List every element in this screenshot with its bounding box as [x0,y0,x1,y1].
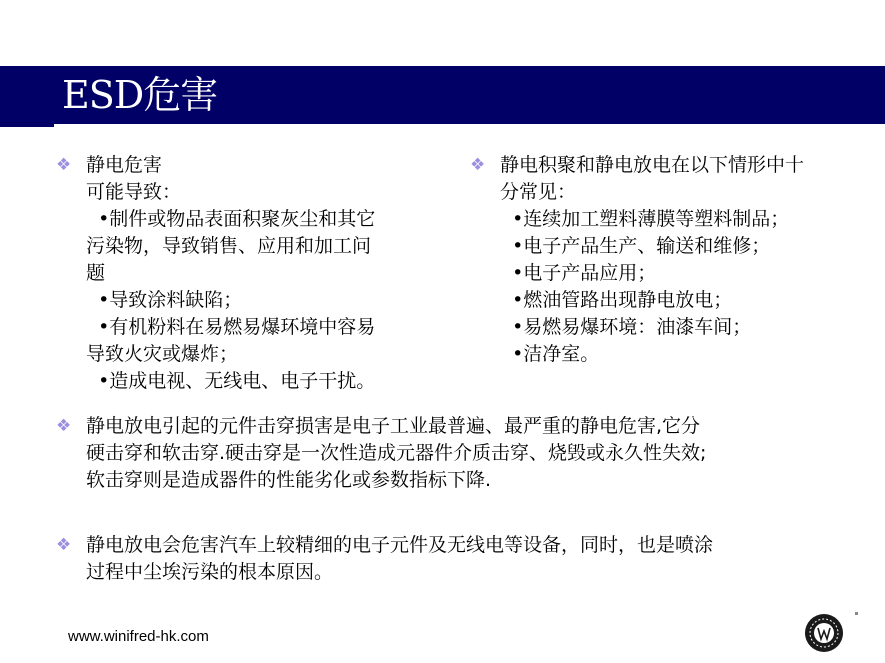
para2-line: 静电放电会危害汽车上较精细的电子元件及无线电等设备，同时，也是喷涂 [86,534,714,556]
right-line: •电子产品生产、输送和维修； [500,235,771,257]
diamond-bullet-icon: ❖ [56,535,72,555]
paragraph-esd-damage [86,413,706,494]
diamond-bullet-icon: ❖ [56,416,72,436]
left-line: •有机粉料在易燃易爆环境中容易 [86,316,376,338]
diamond-bullet-icon: ❖ [470,155,486,175]
left-line: 导致火灾或爆炸； [86,343,239,365]
footer-url: www.winifred-hk.com [68,628,209,645]
left-line: •制件或物品表面积聚灰尘和其它 [86,208,376,230]
title-accent [0,124,54,127]
para2-line: 过程中尘埃污染的根本原因。 [86,561,334,583]
right-block-text [500,152,804,368]
page-title: ESD危害 [62,73,218,117]
left-line: 可能导致： [86,181,182,203]
right-line: •燃油管路出现静电放电； [500,289,733,311]
diamond-bullet-icon: ❖ [56,155,72,175]
left-line: 污染物，导致销售、应用和加工问 [86,235,372,257]
right-line: 分常见： [500,181,577,203]
left-block-text [86,152,375,395]
left-line: 题 [86,262,106,284]
left-line: •导致涂料缺陷； [86,289,243,311]
paragraph-automotive [86,532,713,586]
right-line: •连续加工塑料薄膜等塑料制品； [500,208,790,230]
left-line: •造成电视、无线电、电子干扰。 [86,370,376,392]
winifred-logo-icon [804,613,844,653]
para1-line: 硬击穿和软击穿.硬击穿是一次性造成元器件介质击穿、烧毁或永久性失效; [86,442,707,464]
para1-line: 软击穿则是造成器件的性能劣化或参数指标下降. [86,469,492,491]
right-line: •易燃易爆环境：油漆车间； [500,316,752,338]
right-line: •电子产品应用； [500,262,657,284]
right-line: 静电积聚和静电放电在以下情形中十 [500,154,805,176]
left-line: 静电危害 [86,154,163,176]
right-line: •洁净室。 [500,343,600,365]
title-bar [0,66,885,124]
para1-line: 静电放电引起的元件击穿损害是电子工业最普遍、最严重的静电危害,它分 [86,415,701,437]
decorative-dot [855,612,858,615]
